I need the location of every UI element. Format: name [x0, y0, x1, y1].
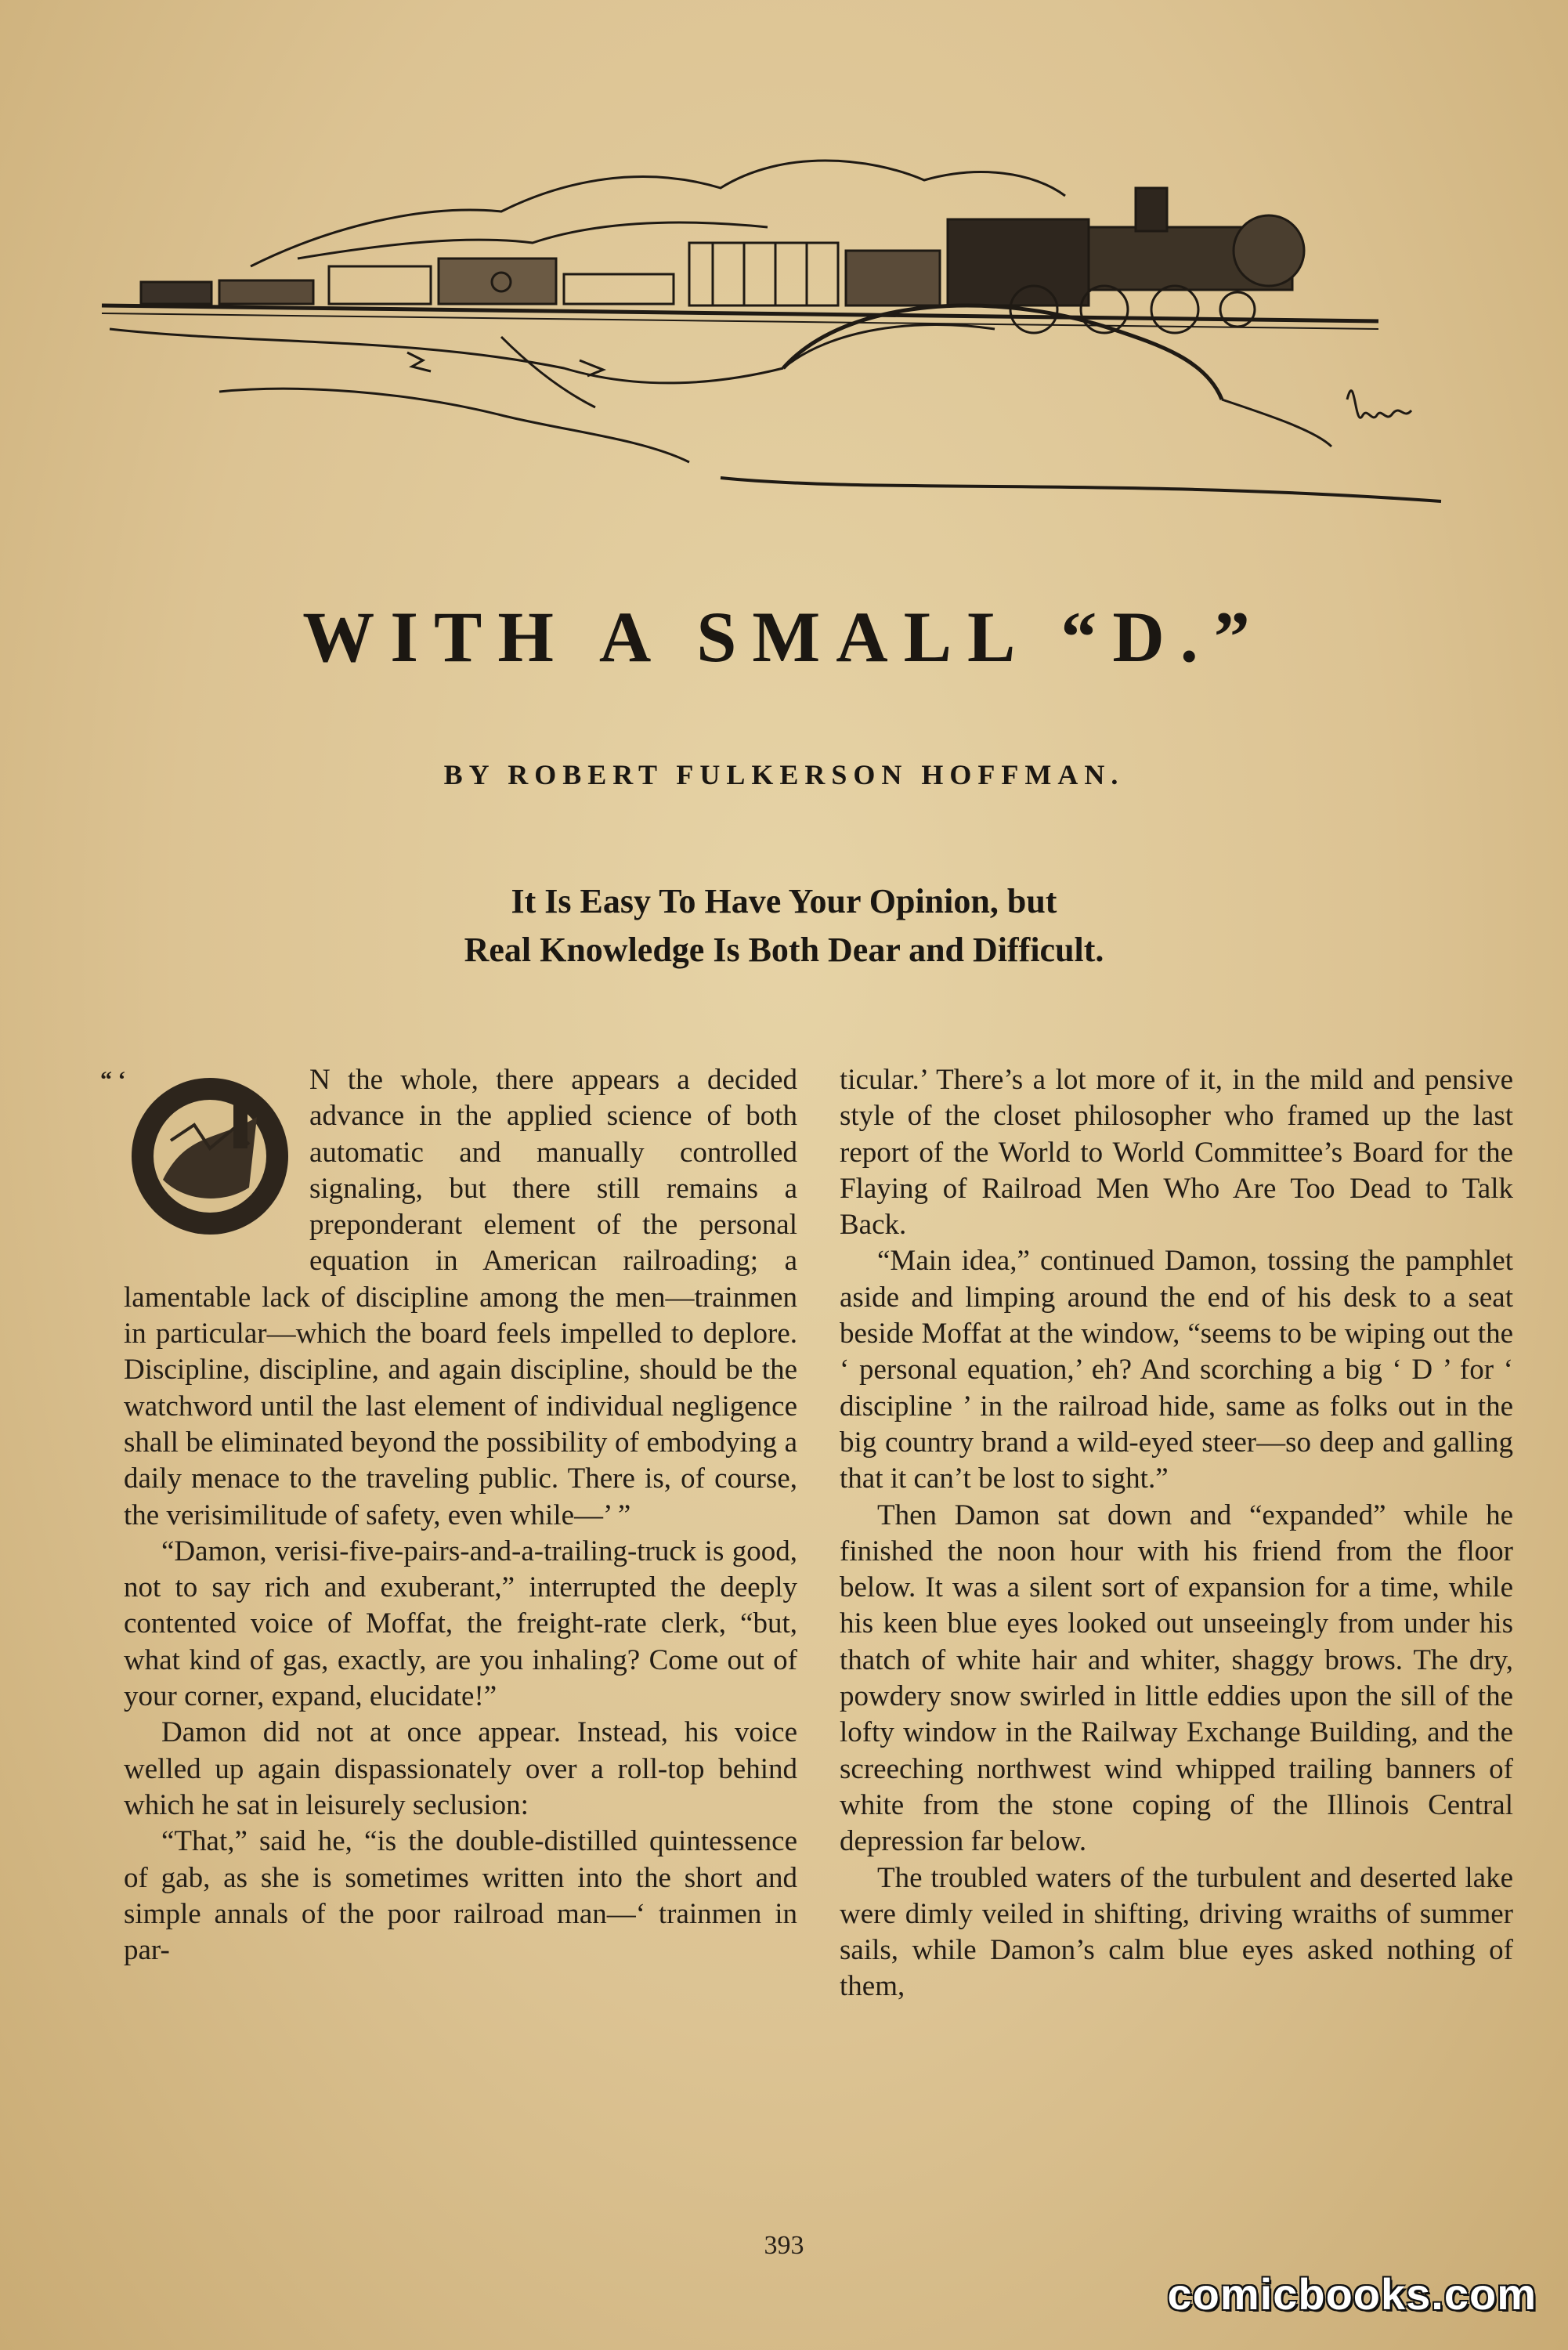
- subtitle-line-2: Real Knowledge Is Both Dear and Difficult.: [464, 931, 1104, 969]
- article-subtitle: [0, 877, 1568, 974]
- paragraph: Damon did not at once appear. Instead, his voice welled up again dispassionately over a roll-top behind which he sat in leisurely seclusion:: [124, 1716, 797, 1821]
- right-column: [840, 1062, 1513, 2005]
- site-watermark: comicbooks.com: [1167, 2269, 1537, 2319]
- paragraph: The troubled waters of the turbulent and deserted lake were dimly veiled in shifting, driving wraiths of summer sails, while Damon’s calm blue eyes asked nothing of them,: [840, 1861, 1513, 2003]
- left-column: [100, 1062, 797, 1969]
- drop-cap: [100, 1062, 300, 1250]
- paragraph: Then Damon sat down and “expanded” while he finished the noon hour with his friend from the floor below. It was a silent sort of expansion for a time, while his keen blue eyes looked out unseeingly from under his thatch of white hair and whiter, shaggy brows. The dry, powdery snow swirled in little eddies upon the sill of the lofty window in the Railway Exchange Building, and the screeching northwest wind whipped trailing banners of white from the stone coping of the Illinois Central depression far below.: [840, 1499, 1513, 1858]
- paragraph: “Damon, verisi-five-pairs-and-a-trailing-truck is good, not to say rich and exuberant,” interrupted the deeply contented voice of Moffat, the freight-rate clerk, “but, what kind of gas, exactly, are you inhaling? Come out of your corner, expand, elucidate!”: [124, 1535, 797, 1713]
- drop-cap-o-icon: [124, 1070, 296, 1242]
- paragraph: “That,” said he, “is the double-distilled quintessence of gab, as she is sometimes written into the short and simple annals of the poor railroad man—‘ trainmen in par-: [124, 1825, 797, 1967]
- paragraph: N the whole, there appears a decided advance in the applied science of both automatic and manually controlled signaling, but there still remains a preponderant element of the personal equation in American railroading; a lamentable lack of discipline among the men—trainmen in particular—which the board feels impelled to deplore. Discipline, discipline, and again discipline, should be the watchword until the last element of individual negligence shall be eliminated beyond the possibility of embodying a daily menace to the traveling public. There is, of course, the verisimilitude of safety, even while—’ ”: [124, 1064, 797, 1531]
- paragraph: ticular.’ There’s a lot more of it, in the mild and pensive style of the closet philosopher who framed up the last report of the World to World Committee’s Board for the Flaying of Railroad Men Who Are Too Dead to Talk Back.: [840, 1064, 1513, 1242]
- paragraph: “Main idea,” continued Damon, tossing the pamphlet aside and limping around the end of his desk to a seat beside Moffat at the window, “seems to be wiping out the ‘ personal equation,’ eh? And scorching a big ‘ D ’ for ‘ discipline ’ in the railroad hide, same as folks out in the big country brand a wild-eyed steer—so deep and galling that it can’t be lost to sight.”: [840, 1245, 1513, 1495]
- article-byline: BY ROBERT FULKERSON HOFFMAN.: [443, 759, 1125, 790]
- lead-quote-mark: “ ‘: [100, 1067, 126, 1093]
- page-number: 393: [764, 2231, 804, 2260]
- subtitle-line-1: It Is Easy To Have Your Opinion, but: [511, 882, 1057, 920]
- article-title: WITH A SMALL “D.”: [302, 597, 1266, 677]
- train-illustration: [94, 133, 1472, 540]
